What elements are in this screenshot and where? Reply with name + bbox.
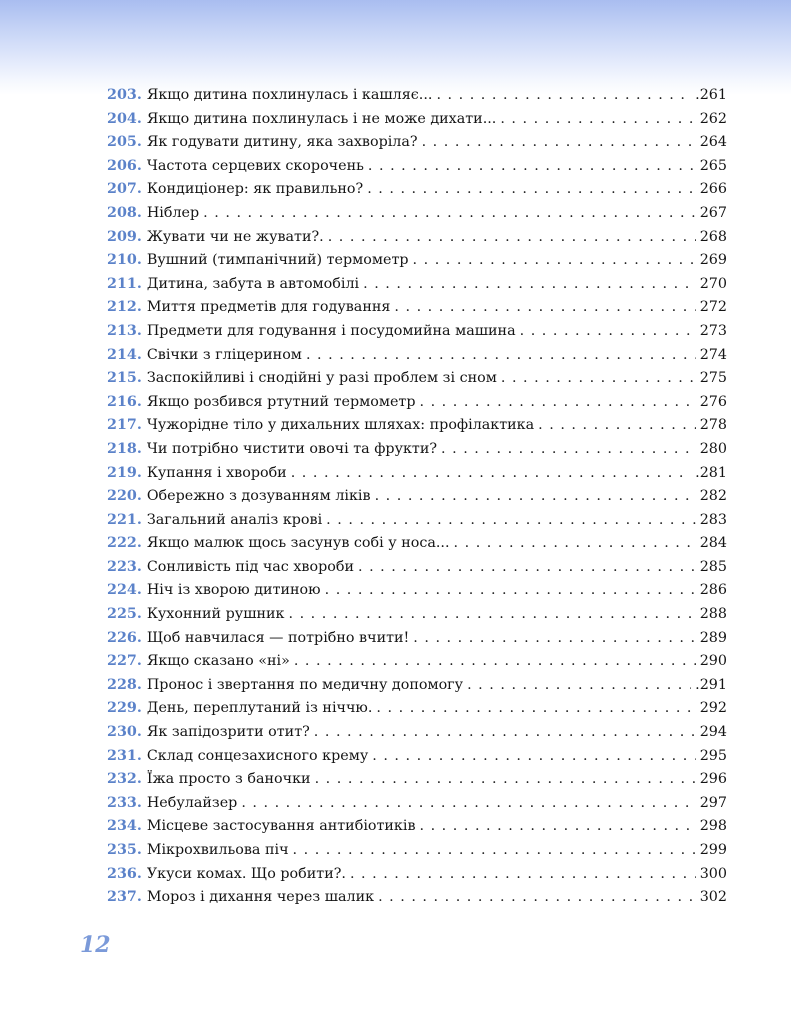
entry-page: .261 [695, 87, 727, 103]
entry-title: Вушний (тимпанічний) термометр [146, 252, 409, 269]
entry-page: 264 [699, 134, 727, 151]
toc-entry[interactable] [107, 320, 727, 344]
entry-number: 237. [107, 889, 142, 906]
dot-leader [467, 674, 691, 698]
entry-title: Частота серцевих скорочень [146, 157, 364, 174]
entry-page: 275 [699, 370, 727, 387]
entry-title: Миття предметів для годування [146, 299, 391, 316]
dot-leader [294, 650, 696, 674]
toc-entry[interactable] [107, 650, 727, 674]
toc-entry[interactable] [107, 792, 727, 816]
entry-title: Їжа просто з баночки [146, 771, 311, 788]
entry-page: 270 [699, 275, 727, 292]
entry-page: 297 [699, 794, 727, 811]
entry-page: 268 [699, 228, 727, 245]
dot-leader [289, 603, 696, 627]
entry-number: 218. [107, 440, 142, 457]
toc-entry[interactable] [107, 108, 727, 132]
entry-title: Заспокійливі і снодійні у разі проблем зі сном [146, 370, 497, 387]
dot-leader [241, 792, 695, 816]
dot-leader [291, 462, 691, 486]
entry-page: .291 [695, 676, 727, 693]
toc-entry[interactable] [107, 627, 727, 651]
entry-title: Предмети для годування і посудомийна машина [146, 322, 516, 339]
entry-number: 207. [107, 181, 142, 198]
toc-entry[interactable] [107, 155, 727, 179]
toc-entry[interactable] [107, 603, 727, 627]
entry-page: 288 [699, 606, 727, 623]
dot-leader [394, 296, 695, 320]
entry-number: 236. [107, 865, 142, 882]
entry-number: 203. [107, 87, 142, 103]
entry-page: 285 [699, 558, 727, 575]
entry-title: Якщо сказано «ні» [146, 653, 290, 670]
dot-leader [315, 768, 696, 792]
entry-title: Склад сонцезахисного крему [146, 747, 369, 764]
entry-title: Купання і хвороби [146, 464, 287, 481]
dot-leader [306, 344, 696, 368]
toc-entry[interactable] [107, 462, 727, 486]
entry-page: 290 [699, 653, 727, 670]
entry-title: Кондиціонер: як правильно? [146, 181, 364, 198]
entry-title: Чи потрібно чистити овочі та фрукти? [146, 440, 438, 457]
entry-number: 208. [107, 204, 142, 221]
entry-number: 223. [107, 558, 142, 575]
toc-entry[interactable] [107, 367, 727, 391]
entry-title: Небулайзер [146, 794, 238, 811]
entry-number: 224. [107, 582, 142, 599]
entry-title: Місцеве застосування антибіотиків [146, 818, 416, 835]
entry-number: 226. [107, 629, 142, 646]
toc-entry[interactable] [107, 579, 727, 603]
entry-number: 232. [107, 771, 142, 788]
entry-page: .281 [695, 464, 727, 481]
toc-entry[interactable] [107, 84, 727, 108]
entry-page: 274 [699, 346, 727, 363]
entry-number: 233. [107, 794, 142, 811]
entry-page: 295 [699, 747, 727, 764]
page-number: 12 [80, 932, 111, 958]
entry-number: 231. [107, 747, 142, 764]
entry-page: 300 [699, 865, 727, 882]
entry-page: 283 [699, 511, 727, 528]
entry-title: Чужорідне тіло у дихальних шляхах: профілактика [146, 417, 535, 434]
dot-leader [413, 627, 695, 651]
entry-number: 220. [107, 488, 142, 505]
entry-title: Як годувати дитину, яка захворіла? [146, 134, 418, 151]
dot-leader [314, 721, 696, 745]
dot-leader [203, 202, 696, 226]
dot-leader [378, 886, 696, 910]
entry-title: Мікрохвильова піч [146, 842, 289, 858]
dot-leader [350, 863, 696, 887]
entry-number: 213. [107, 322, 142, 339]
entry-title: Ніч із хворою дитиною [146, 582, 321, 599]
dot-leader [454, 532, 696, 556]
entry-page: 273 [699, 322, 727, 339]
dot-leader [368, 155, 696, 179]
entry-title: Як запідозрити отит? [146, 724, 310, 741]
entry-number: 234. [107, 818, 142, 835]
entry-page: 299 [699, 842, 727, 858]
toc-entry[interactable] [107, 556, 727, 580]
toc-entry[interactable] [107, 697, 727, 721]
entry-page: 294 [699, 724, 727, 741]
entry-number: 206. [107, 157, 142, 174]
dot-leader [372, 745, 695, 769]
entry-page: 278 [699, 417, 727, 434]
entry-title: Якщо розбився ртутний термометр [146, 393, 416, 410]
entry-number: 222. [107, 535, 142, 552]
entry-page: 267 [699, 204, 727, 221]
entry-page: 292 [699, 700, 727, 717]
toc-entry[interactable] [107, 344, 727, 368]
dot-leader [375, 485, 696, 509]
entry-title: Укуси комах. Що робити?. [146, 865, 346, 882]
toc-entry[interactable] [107, 815, 727, 839]
dot-leader [413, 249, 696, 273]
entry-page: 276 [699, 393, 727, 410]
entry-page: 280 [699, 440, 727, 457]
entry-title: Жувати чи не жувати?. [146, 228, 324, 245]
entry-number: 230. [107, 724, 142, 741]
dot-leader [501, 367, 696, 391]
entry-title: Ніблер [146, 204, 200, 221]
toc-entry[interactable] [107, 886, 727, 910]
entry-page: 272 [699, 299, 727, 316]
entry-page: 262 [699, 110, 727, 127]
entry-number: 209. [107, 228, 142, 245]
toc-entry[interactable] [107, 863, 727, 887]
toc-entry[interactable] [107, 296, 727, 320]
dot-leader [520, 320, 696, 344]
entry-title: Якщо дитина похлинулась і не може дихати... [146, 110, 497, 127]
entry-page: 284 [699, 535, 727, 552]
entry-number: 204. [107, 110, 142, 127]
dot-leader [293, 839, 696, 863]
entry-number: 235. [107, 842, 142, 858]
entry-number: 227. [107, 653, 142, 670]
toc-entry[interactable] [107, 509, 727, 533]
entry-title: Якщо дитина похлинулась і кашляє... [146, 87, 433, 103]
dot-leader [422, 131, 696, 155]
entry-page: 296 [699, 771, 727, 788]
entry-title: Щоб навчилася — потрібно вчити! [146, 629, 410, 646]
toc-entry[interactable] [107, 745, 727, 769]
toc-entry[interactable] [107, 391, 727, 415]
entry-title: Дитина, забута в автомобілі [146, 275, 360, 292]
entry-title: Загальний аналіз крові [146, 511, 323, 528]
dot-leader [376, 697, 695, 721]
entry-number: 205. [107, 134, 142, 151]
entry-page: 282 [699, 488, 727, 505]
entry-number: 215. [107, 370, 142, 387]
entry-number: 225. [107, 606, 142, 623]
toc-entry[interactable] [107, 414, 727, 438]
dot-leader [436, 84, 691, 108]
dot-leader [441, 438, 696, 462]
toc-entry[interactable] [107, 249, 727, 273]
entry-title: День, переплутаний із ніччю. [146, 700, 373, 717]
dot-leader [500, 108, 695, 132]
toc-entry[interactable] [107, 839, 727, 863]
entry-number: 221. [107, 511, 142, 528]
dot-leader [538, 414, 696, 438]
entry-number: 210. [107, 252, 142, 269]
toc-entry[interactable] [107, 273, 727, 297]
entry-page: 302 [699, 889, 727, 906]
toc-entry[interactable] [107, 131, 727, 155]
entry-number: 212. [107, 299, 142, 316]
entry-number: 229. [107, 700, 142, 717]
toc-entry[interactable] [107, 532, 727, 556]
entry-number: 216. [107, 393, 142, 410]
entry-number: 219. [107, 464, 142, 481]
entry-title: Якщо малюк щось засунув собі у носа... [146, 535, 450, 552]
entry-number: 211. [107, 275, 142, 292]
entry-page: 269 [699, 252, 727, 269]
entry-title: Мороз і дихання через шалик [146, 889, 375, 906]
toc-entry[interactable] [107, 202, 727, 226]
table-of-contents [107, 84, 727, 910]
dot-leader [358, 556, 696, 580]
toc-entry[interactable] [107, 438, 727, 462]
toc-entry[interactable] [107, 178, 727, 202]
dot-leader [328, 226, 696, 250]
entry-title: Свічки з гліцерином [146, 346, 302, 363]
toc-entry[interactable] [107, 226, 727, 250]
entry-title: Обережно з дозуванням ліків [146, 488, 371, 505]
entry-title: Сонливість під час хвороби [146, 558, 354, 575]
entry-number: 217. [107, 417, 142, 434]
toc-entry[interactable] [107, 721, 727, 745]
dot-leader [367, 178, 696, 202]
dot-leader [363, 273, 696, 297]
entry-page: 286 [699, 582, 727, 599]
toc-entry[interactable] [107, 674, 727, 698]
entry-page: 266 [699, 181, 727, 198]
dot-leader [325, 579, 696, 603]
toc-entry[interactable] [107, 768, 727, 792]
entry-title: Кухонний рушник [146, 606, 285, 623]
dot-leader [419, 391, 695, 415]
dot-leader [326, 509, 696, 533]
entry-page: 265 [699, 157, 727, 174]
dot-leader [420, 815, 696, 839]
entry-number: 228. [107, 676, 142, 693]
entry-page: 298 [699, 818, 727, 835]
toc-entry[interactable] [107, 485, 727, 509]
entry-title: Пронос і звертання по медичну допомогу [146, 676, 464, 693]
entry-number: 214. [107, 346, 142, 363]
entry-page: 289 [699, 629, 727, 646]
